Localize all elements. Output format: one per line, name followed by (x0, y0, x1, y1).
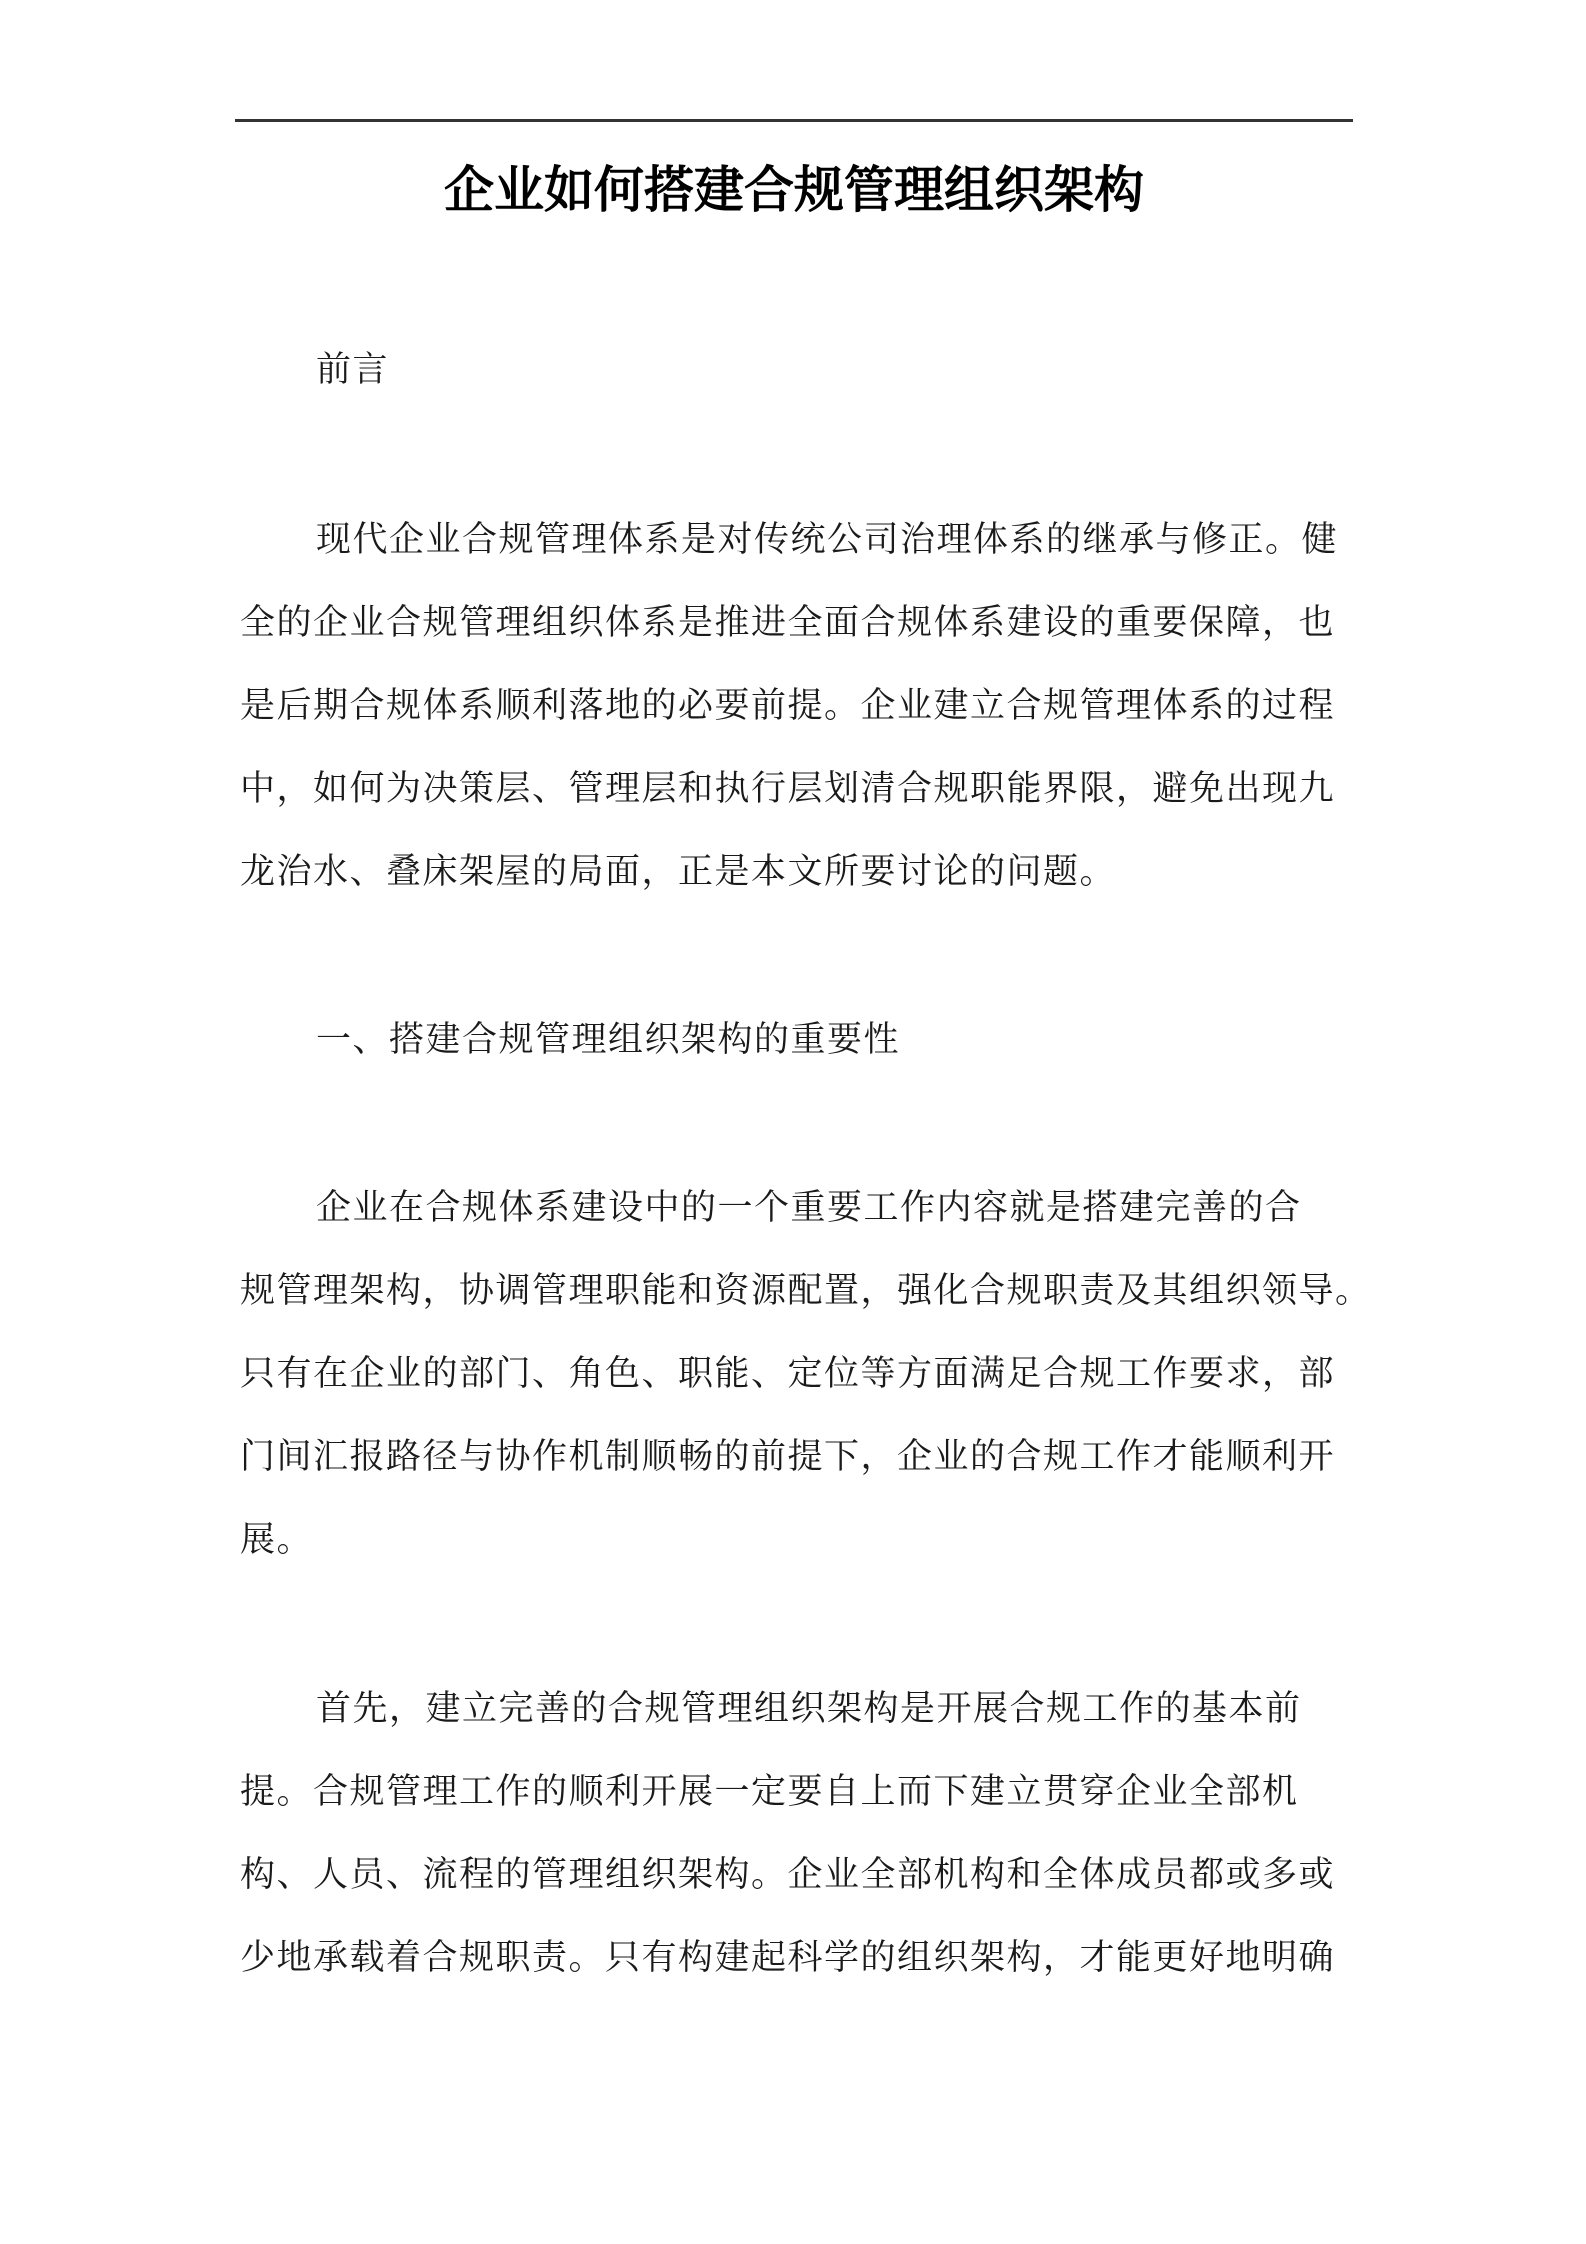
paragraph-line: 规管理架构，协调管理职能和资源配置，强化合规职责及其组织领导。 (240, 1271, 1372, 1311)
paragraph-line: 门间汇报路径与协作机制顺畅的前提下，企业的合规工作才能顺利开 (240, 1437, 1336, 1477)
paragraph-line: 龙治水、叠床架屋的局面，正是本文所要讨论的问题。 (240, 852, 1117, 892)
paragraph-line: 中，如何为决策层、管理层和执行层划清合规职能界限，避免出现九 (240, 769, 1336, 809)
document-title: 企业如何搭建合规管理组织架构 (444, 161, 1144, 219)
header-rule (235, 119, 1353, 122)
paragraph-line: 构、人员、流程的管理组织架构。企业全部机构和全体成员都或多或 (240, 1855, 1336, 1895)
paragraph-line: 现代企业合规管理体系是对传统公司治理体系的继承与修正。健 (316, 520, 1339, 560)
paragraph-line: 是后期合规体系顺利落地的必要前提。企业建立合规管理体系的过程 (240, 686, 1336, 726)
paragraph-line: 少地承载着合规职责。只有构建起科学的组织架构，才能更好地明确 (240, 1938, 1336, 1978)
paragraph-line: 只有在企业的部门、角色、职能、定位等方面满足合规工作要求，部 (240, 1354, 1336, 1394)
paragraph-line: 企业在合规体系建设中的一个重要工作内容就是搭建完善的合 (316, 1188, 1302, 1228)
paragraph-line: 展。 (240, 1520, 314, 1560)
paragraph-line: 首先，建立完善的合规管理组织架构是开展合规工作的基本前 (316, 1689, 1302, 1729)
paragraph-line: 全的企业合规管理组织体系是推进全面合规体系建设的重要保障，也 (240, 603, 1336, 643)
section-heading-importance: 一、搭建合规管理组织架构的重要性 (316, 1020, 901, 1060)
section-heading-preface: 前言 (316, 350, 390, 390)
paragraph-line: 提。合规管理工作的顺利开展一定要自上而下建立贯穿企业全部机 (240, 1772, 1299, 1812)
